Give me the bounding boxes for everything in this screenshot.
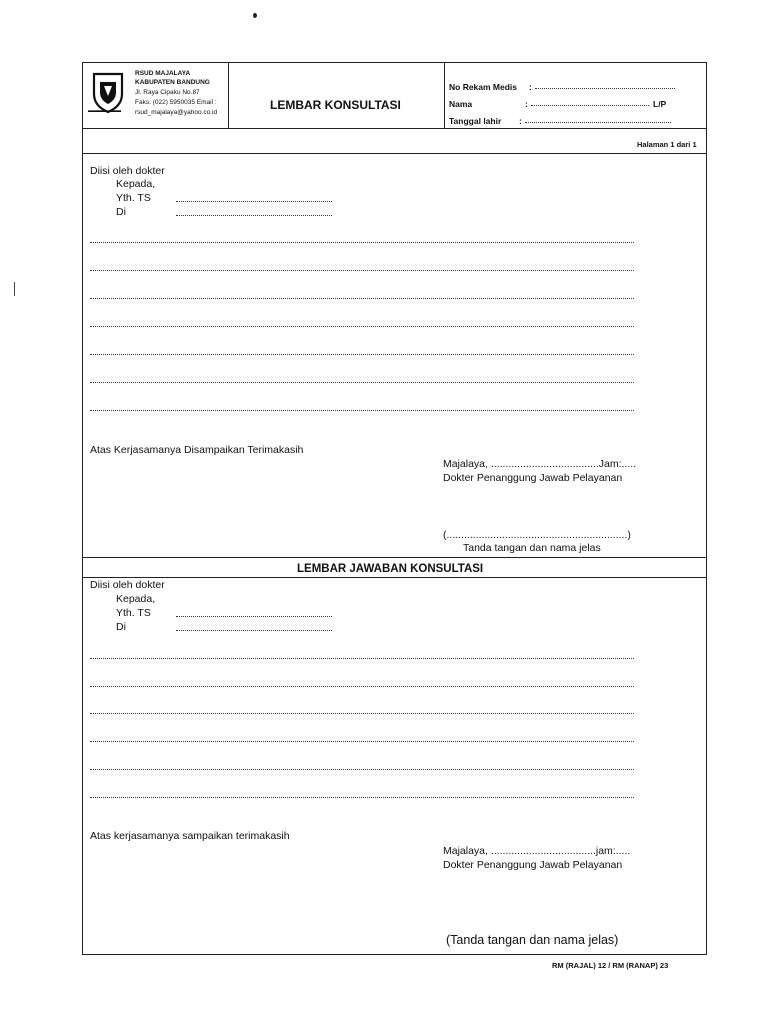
consult-line[interactable]	[90, 410, 634, 411]
hospital-name: RSUD MAJALAYA	[135, 70, 191, 77]
answer-line[interactable]	[90, 658, 634, 659]
answer-line[interactable]	[90, 686, 634, 687]
answer-place-time: Majalaya, ....................................jam:.....	[443, 845, 631, 857]
consult-line[interactable]	[90, 270, 634, 271]
field-input-tanggal-lahir[interactable]	[525, 122, 671, 123]
consult-line[interactable]	[90, 382, 634, 383]
field-colon-rekam-medis: :	[529, 82, 532, 92]
answer-to: Kepada,	[116, 593, 156, 605]
field-suffix-gender: L/P	[653, 99, 667, 109]
page-indicator-line	[82, 153, 707, 154]
hospital-fax: Faks. (022) 5950035 Email :	[135, 99, 217, 106]
field-input-nama[interactable]	[531, 105, 649, 106]
consult-closing: Atas Kerjasamanya Disampaikan Terimakasih	[90, 444, 304, 456]
answer-title-line	[82, 577, 707, 578]
field-label-nama: Nama	[449, 99, 473, 109]
consult-di: Di	[116, 206, 126, 218]
hospital-email: rsud_majalaya@yahoo.co.id	[135, 109, 218, 116]
answer-line[interactable]	[90, 741, 634, 742]
consult-line[interactable]	[90, 354, 634, 355]
consult-line[interactable]	[90, 298, 634, 299]
answer-yth-input[interactable]	[176, 616, 332, 617]
answer-di-input[interactable]	[176, 630, 332, 631]
answer-line[interactable]	[90, 713, 634, 714]
answer-doctor-role: Dokter Penanggung Jawab Pelayanan	[443, 859, 623, 871]
consult-place-time: Majalaya, .....................................Jam:.....	[443, 458, 637, 470]
consult-signature-caption: Tanda tangan dan nama jelas	[463, 542, 601, 554]
answer-filled-by: Diisi oleh dokter	[90, 579, 165, 591]
consult-line[interactable]	[90, 242, 634, 243]
consult-di-input[interactable]	[176, 215, 332, 216]
field-colon-nama: :	[525, 99, 528, 109]
field-label-tanggal-lahir: Tanggal lahir	[449, 116, 502, 126]
consult-yth: Yth. TS	[116, 192, 151, 204]
hospital-address: Jl. Raya Cipaku No.87	[135, 89, 200, 96]
field-label-rekam-medis: No Rekam Medis	[449, 82, 518, 92]
form-code: RM (RAJAL) 12 / RM (RANAP) 23	[552, 961, 669, 970]
consult-yth-input[interactable]	[176, 201, 332, 202]
hospital-regency: KABUPATEN BANDUNG	[135, 79, 210, 86]
answer-line[interactable]	[90, 797, 634, 798]
consult-signature-field[interactable]: (..............................................................)	[443, 529, 631, 541]
answer-line[interactable]	[90, 769, 634, 770]
section-divider	[82, 557, 707, 558]
consult-to: Kepada,	[116, 178, 156, 190]
header-bottom-line	[82, 128, 707, 129]
consult-line[interactable]	[90, 326, 634, 327]
scan-speck	[253, 13, 257, 18]
answer-di: Di	[116, 621, 126, 633]
scan-mark	[14, 282, 15, 296]
header-divider-patient	[444, 62, 445, 128]
header-divider-logo	[228, 62, 229, 128]
form-title: LEMBAR KONSULTASI	[270, 98, 401, 112]
answer-closing: Atas kerjasamanya sampaikan terimakasih	[90, 830, 290, 842]
answer-yth: Yth. TS	[116, 607, 151, 619]
consult-filled-by: Diisi oleh dokter	[90, 165, 165, 177]
answer-title: LEMBAR JAWABAN KONSULTASI	[297, 563, 484, 575]
form-frame	[82, 62, 707, 955]
consult-doctor-role: Dokter Penanggung Jawab Pelayanan	[443, 472, 623, 484]
answer-signature-caption: (Tanda tangan dan nama jelas)	[446, 933, 619, 947]
field-input-rekam-medis[interactable]	[535, 88, 675, 89]
logo-caption: ▬▬▬▬▬▬	[88, 108, 121, 114]
field-colon-tanggal-lahir: :	[519, 116, 522, 126]
page-indicator: Halaman 1 dari 1	[637, 140, 697, 149]
